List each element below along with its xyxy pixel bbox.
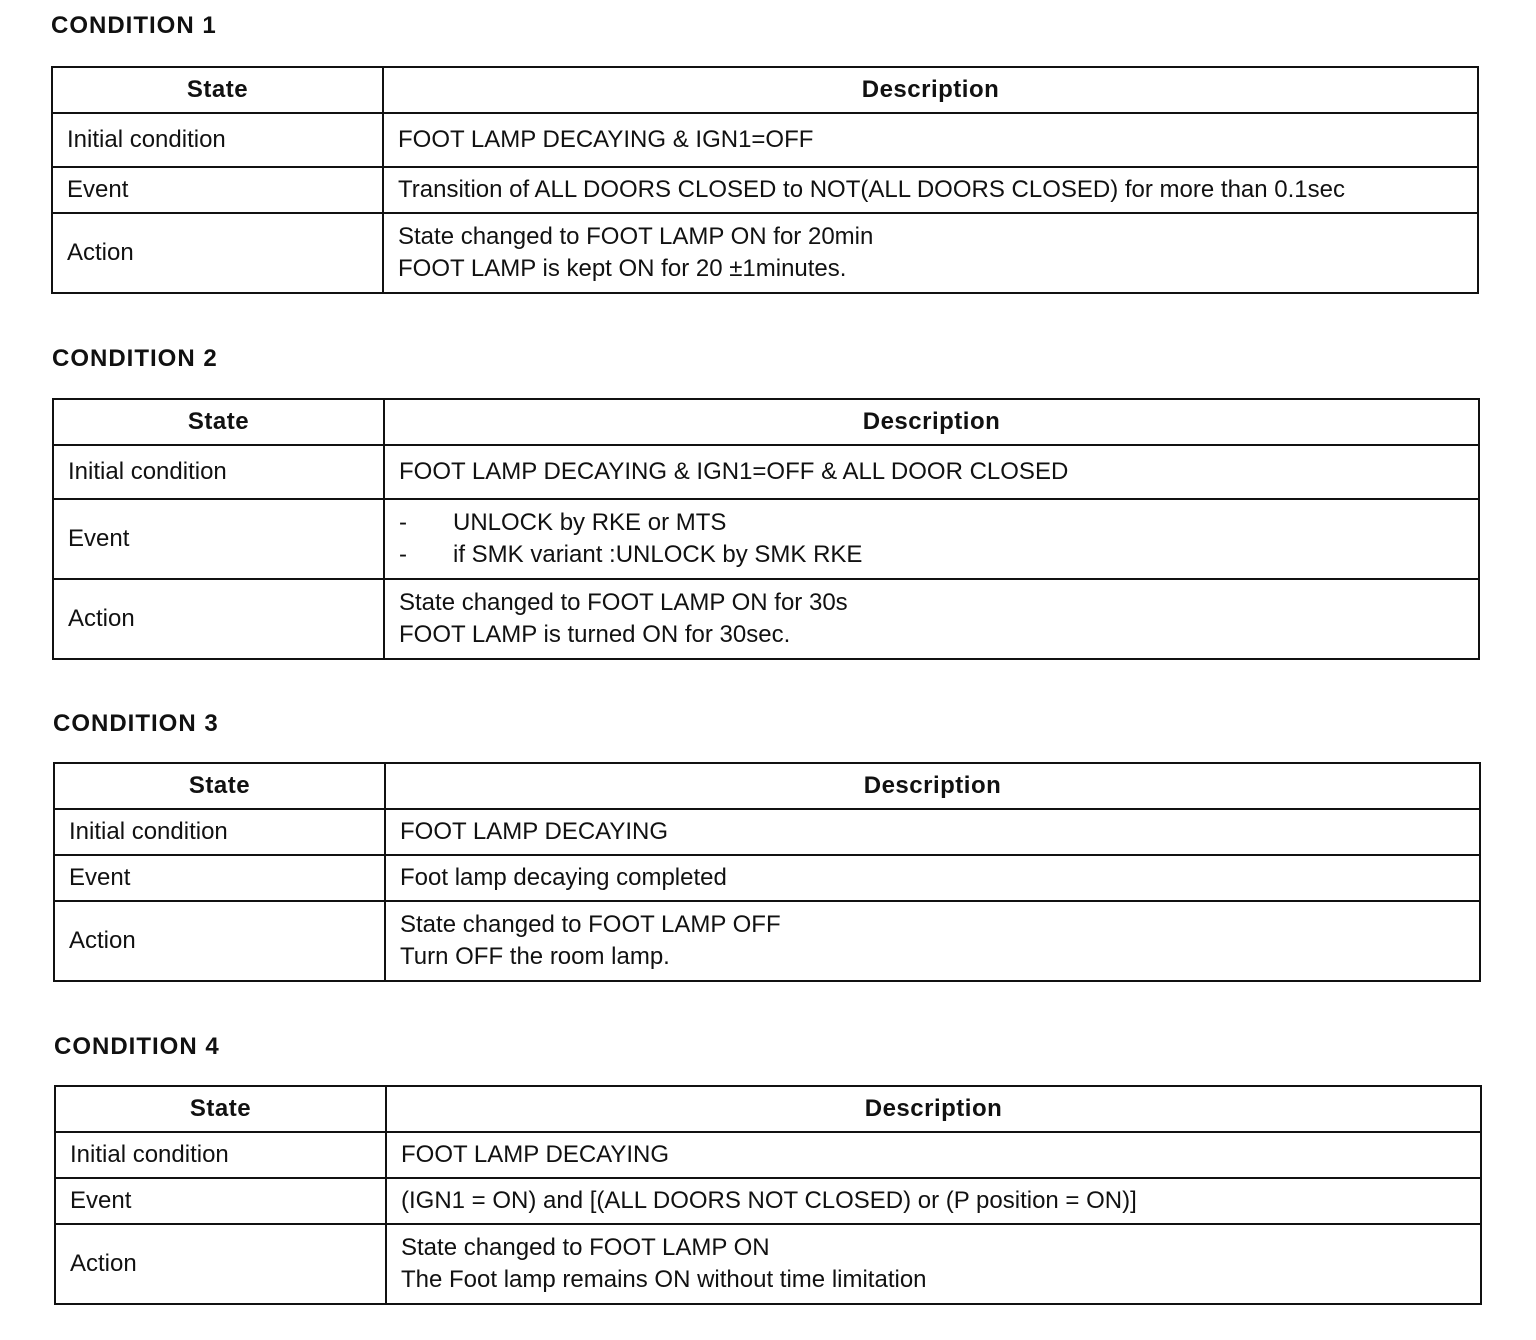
state-header: State <box>55 1086 386 1132</box>
description-line: Turn OFF the room lamp. <box>400 943 670 970</box>
state-cell: Event <box>55 1178 386 1224</box>
description-line: Foot lamp decaying completed <box>400 864 727 891</box>
description-cell <box>383 113 1478 167</box>
table-row <box>53 499 1479 579</box>
table-row <box>55 1224 1481 1304</box>
description-header: Description <box>386 1086 1481 1132</box>
description-line: FOOT LAMP DECAYING & IGN1=OFF & ALL DOOR CLOSED <box>399 458 1069 485</box>
state-cell: Event <box>54 855 385 901</box>
bullet-item <box>399 507 1464 539</box>
dash-bullet-icon: - <box>399 541 407 568</box>
table-row <box>54 901 1480 981</box>
description-line: FOOT LAMP is kept ON for 20 ±1minutes. <box>398 255 847 282</box>
state-cell: Action <box>52 213 383 293</box>
condition-table <box>53 762 1481 982</box>
state-cell: Action <box>54 901 385 981</box>
condition-title: CONDITION 3 <box>53 710 219 737</box>
description-line: FOOT LAMP is turned ON for 30sec. <box>399 621 791 648</box>
description-header: Description <box>383 67 1478 113</box>
table-row <box>52 167 1478 213</box>
state-cell: Event <box>52 167 383 213</box>
description-line: State changed to FOOT LAMP OFF <box>400 911 781 938</box>
table-header-row <box>53 399 1479 445</box>
description-line: The Foot lamp remains ON without time limitation <box>401 1266 927 1293</box>
description-line: State changed to FOOT LAMP ON for 20min <box>398 223 874 250</box>
condition-table <box>54 1085 1482 1305</box>
description-header: Description <box>384 399 1479 445</box>
description-line: (IGN1 = ON) and [(ALL DOORS NOT CLOSED) or (P position = ON)] <box>401 1187 1137 1214</box>
table-row <box>54 809 1480 855</box>
condition-title: CONDITION 2 <box>52 345 218 372</box>
state-cell: Event <box>53 499 384 579</box>
state-cell: Initial condition <box>53 445 384 499</box>
description-line: FOOT LAMP DECAYING <box>401 1141 670 1168</box>
condition-table <box>51 66 1479 294</box>
table-row <box>53 579 1479 659</box>
table-header-row <box>54 763 1480 809</box>
table-header-row <box>52 67 1478 113</box>
state-header: State <box>53 399 384 445</box>
description-line: FOOT LAMP DECAYING & IGN1=OFF <box>398 126 814 153</box>
bullet-text: if SMK variant :UNLOCK by SMK RKE <box>453 541 863 568</box>
state-header: State <box>52 67 383 113</box>
state-cell: Action <box>55 1224 386 1304</box>
table-row <box>53 445 1479 499</box>
table-row <box>55 1132 1481 1178</box>
description-cell <box>384 445 1479 499</box>
description-line: Transition of ALL DOORS CLOSED to NOT(ALL DOORS CLOSED) for more than 0.1sec <box>398 176 1345 203</box>
state-cell: Initial condition <box>54 809 385 855</box>
table-row <box>54 855 1480 901</box>
state-cell: Action <box>53 579 384 659</box>
description-cell <box>385 809 1480 855</box>
table-row <box>55 1178 1481 1224</box>
state-header: State <box>54 763 385 809</box>
bullet-item <box>399 539 1464 571</box>
state-cell: Initial condition <box>52 113 383 167</box>
state-cell: Initial condition <box>55 1132 386 1178</box>
table-row <box>52 213 1478 293</box>
description-cell <box>386 1132 1481 1178</box>
bullet-text: UNLOCK by RKE or MTS <box>453 509 727 536</box>
condition-title: CONDITION 4 <box>54 1033 220 1060</box>
condition-table <box>52 398 1480 660</box>
description-cell <box>383 213 1478 293</box>
condition-title: CONDITION 1 <box>51 12 217 39</box>
description-cell <box>386 1178 1481 1224</box>
description-cell <box>383 167 1478 213</box>
description-line: FOOT LAMP DECAYING <box>400 818 669 845</box>
description-cell <box>384 499 1479 579</box>
description-cell <box>386 1224 1481 1304</box>
description-line: State changed to FOOT LAMP ON for 30s <box>399 589 848 616</box>
description-cell <box>385 901 1480 981</box>
description-line: State changed to FOOT LAMP ON <box>401 1234 770 1261</box>
description-cell <box>384 579 1479 659</box>
description-header: Description <box>385 763 1480 809</box>
dash-bullet-icon: - <box>399 509 407 536</box>
table-header-row <box>55 1086 1481 1132</box>
table-row <box>52 113 1478 167</box>
description-cell <box>385 855 1480 901</box>
